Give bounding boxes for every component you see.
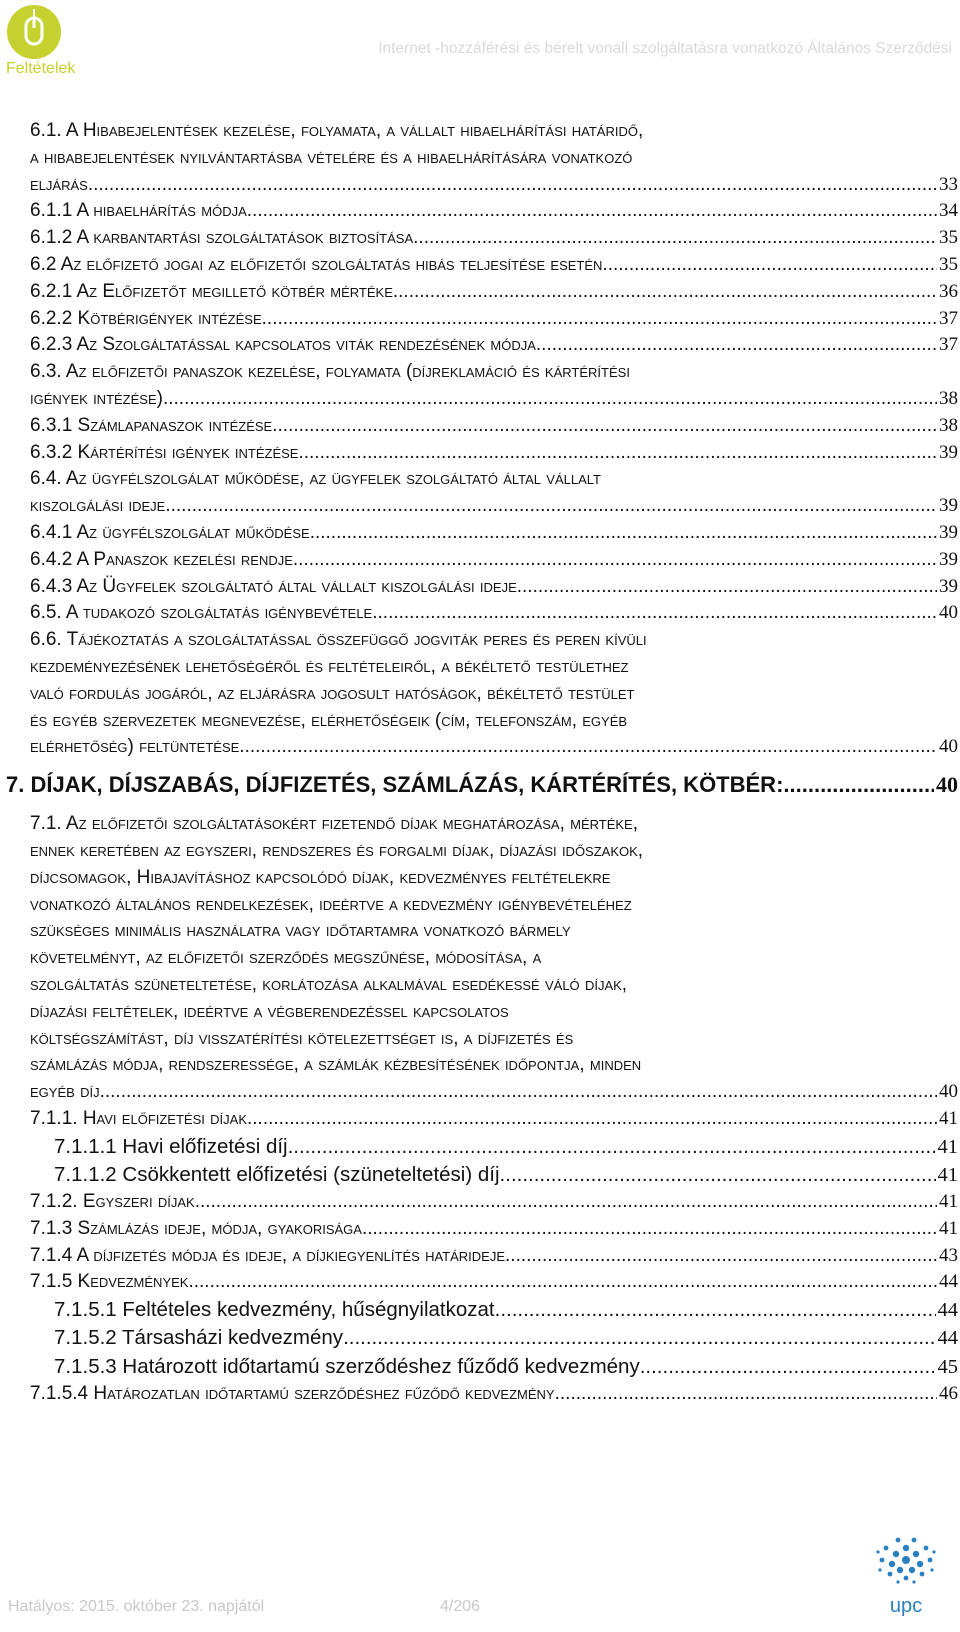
toc-leader-dots xyxy=(310,520,937,547)
toc-entry-title: egyéb díj xyxy=(30,1081,100,1103)
toc-leader-dots xyxy=(88,172,937,199)
toc-entry-line: vonatkozó általános rendelkezések, ideértve a kedvezmény igénybevételéhez xyxy=(30,893,632,915)
toc-entry-title: 7.1.3 Számlázás ideje, módja, gyakorisága xyxy=(30,1217,362,1239)
toc-entry-title: 7. DÍJAK, DÍJSZABÁS, DÍJFIZETÉS, SZÁMLÁZÁS, KÁRTÉRÍTÉS, KÖTBÉR: xyxy=(6,772,784,798)
toc-entry-title: 6.2 Az előfizető jogai az előfizetői szolgáltatás hibás teljesítése esetén xyxy=(30,253,603,275)
toc-entry-title: 6.5. A tudakozó szolgáltatás igénybevétele xyxy=(30,602,373,624)
toc-entry-title: 7.1.1. Havi előfizetési díjak xyxy=(30,1107,247,1129)
toc-entry-title: 6.3.1 Számlapanaszok intézése xyxy=(30,414,273,436)
toc-leader-dots xyxy=(783,771,934,799)
toc-entry-line: 6.6. Tájékoztatás a szolgáltatással összefüggő jogviták peres és peren kívüli xyxy=(30,629,647,651)
toc-page-number: 34 xyxy=(939,200,958,222)
toc-entry[interactable] xyxy=(30,1133,958,1161)
toc-leader-dots xyxy=(536,332,937,359)
effective-date: Hatályos: 2015. október 23. napjától xyxy=(8,1598,265,1615)
upc-brand-text: upc xyxy=(889,1595,923,1617)
toc-leader-dots xyxy=(247,198,937,225)
toc-page-number: 39 xyxy=(939,521,958,543)
toc-entry-title: 6.1.2 A karbantartási szolgáltatások biztosítása xyxy=(30,227,414,249)
toc-page-number: 39 xyxy=(939,548,958,570)
toc-entry-title: igények intézése) xyxy=(30,387,163,409)
toc-entry-line: díjcsomagok, Hibajavításhoz kapcsolódó díjak, kedvezményes feltételekre xyxy=(30,866,611,888)
toc-leader-dots xyxy=(163,386,937,413)
toc-entry[interactable] xyxy=(30,1324,958,1352)
toc-entry-title: 7.1.5.3 Határozott időtartamú szerződéshez fűződő kedvezmény xyxy=(54,1354,640,1378)
toc-entry-title: 7.1.5 Kedvezmények xyxy=(30,1271,189,1293)
toc-entry-title: 6.2.2 Kötbérigények intézése xyxy=(30,307,262,329)
toc-page-number: 39 xyxy=(939,495,958,517)
table-of-contents xyxy=(6,118,958,1408)
toc-page-number: 41 xyxy=(937,1163,958,1186)
toc-page-number: 39 xyxy=(939,575,958,597)
toc-entry-title: kiszolgálási ideje xyxy=(30,495,166,517)
toc-page-number: 36 xyxy=(939,280,958,302)
toc-leader-dots xyxy=(393,279,937,306)
toc-entry[interactable] xyxy=(30,466,958,520)
toc-page-number: 40 xyxy=(939,1081,958,1103)
toc-entry[interactable] xyxy=(30,252,958,279)
toc-page-number: 38 xyxy=(939,414,958,436)
toc-leader-dots xyxy=(293,547,937,574)
toc-entry[interactable] xyxy=(30,1296,958,1324)
toc-leader-dots xyxy=(500,1161,936,1189)
toc-entry-title: 6.2.1 Az Előfizetőt megillető kötbér mértéke xyxy=(30,280,393,302)
toc-entry[interactable] xyxy=(30,627,958,761)
toc-entry[interactable] xyxy=(30,520,958,547)
toc-page-number: 40 xyxy=(939,736,958,758)
toc-leader-dots xyxy=(239,734,937,761)
toc-leader-dots xyxy=(372,600,937,627)
toc-page-number: 44 xyxy=(937,1327,958,1350)
toc-entry[interactable] xyxy=(30,332,958,359)
toc-page-number: 41 xyxy=(937,1135,958,1158)
toc-leader-dots xyxy=(602,252,937,279)
toc-entry-line: szolgáltatás szüneteltetése, korlátozása alkalmával esedékessé váló díjak, xyxy=(30,973,628,995)
toc-entry-line: ennek keretében az egyszeri, rendszeres és forgalmi díjak, díjazási időszakok, xyxy=(30,839,644,861)
toc-page-number: 40 xyxy=(939,602,958,624)
header-title: Internet -hozzáférési és bérelt vonali szolgáltatásra vonatkozó Általános Szerződési xyxy=(378,40,952,57)
toc-entry[interactable] xyxy=(30,1189,958,1216)
toc-entry[interactable] xyxy=(30,547,958,574)
toc-entry-line: költségszámítást, díj visszatérítési kötelezettséget is, a díjfizetés és xyxy=(30,1027,574,1049)
toc-page-number: 41 xyxy=(939,1217,958,1239)
toc-entry[interactable] xyxy=(30,225,958,252)
toc-entry-title: 7.1.5.1 Feltételes kedvezmény, hűségnyilatkozat xyxy=(54,1298,495,1322)
toc-entry[interactable] xyxy=(30,1353,958,1381)
toc-entry[interactable] xyxy=(30,1106,958,1133)
toc-leader-dots xyxy=(298,440,937,467)
toc-page-number: 37 xyxy=(939,307,958,329)
toc-entry[interactable] xyxy=(30,811,958,1106)
toc-leader-dots xyxy=(188,1269,937,1296)
toc-entry-title: 6.1.1 A hibaelhárítás módja xyxy=(30,200,247,222)
toc-entry-line: 6.1. A Hibabejelentések kezelése, folyamata, a vállalt hibaelhárítási határidő, xyxy=(30,120,644,141)
logo-text: Feltételek xyxy=(6,60,76,77)
toc-entry-title: 7.1.5.4 Határozatlan időtartamú szerződéshez fűződő kedvezmény xyxy=(30,1382,555,1404)
toc-leader-dots xyxy=(272,413,937,440)
toc-entry[interactable] xyxy=(30,198,958,225)
toc-entry[interactable] xyxy=(30,1161,958,1189)
toc-page-number: 41 xyxy=(939,1191,958,1213)
toc-leader-dots xyxy=(517,574,937,601)
toc-leader-dots xyxy=(640,1353,936,1381)
toc-page-number: 35 xyxy=(939,227,958,249)
page-number: 4/206 xyxy=(440,1598,481,1615)
toc-entry[interactable] xyxy=(30,1243,958,1270)
toc-page-number: 44 xyxy=(937,1299,958,1322)
toc-entry[interactable] xyxy=(30,306,958,333)
toc-page-number: 33 xyxy=(939,173,958,195)
toc-entry-title: elérhetőség) feltüntetése xyxy=(30,736,240,758)
toc-leader-dots xyxy=(362,1216,937,1243)
toc-entry[interactable] xyxy=(30,1269,958,1296)
toc-entry-line: 6.3. Az előfizetői panaszok kezelése, folyamata (díjreklamáció és kártérítési xyxy=(30,361,630,383)
toc-leader-dots xyxy=(288,1133,936,1161)
toc-page-number: 43 xyxy=(939,1244,958,1266)
toc-entry-title: 6.4.2 A Panaszok kezelési rendje xyxy=(30,548,293,570)
toc-leader-dots xyxy=(165,493,937,520)
toc-entry[interactable] xyxy=(30,279,958,306)
toc-entry-line: kezdeményezésének lehetőségéről és feltételeiről, a békéltető testülethez xyxy=(30,655,629,677)
toc-entry-line: szükséges minimális használatra vagy időtartamra vonatkozó bármely xyxy=(30,920,571,942)
toc-page-number: 40 xyxy=(936,772,958,798)
toc-entry-title: 6.4.3 Az Ügyfelek szolgáltató által vállalt kiszolgálási ideje xyxy=(30,575,517,597)
toc-entry-line: 7.1. Az előfizetői szolgáltatásokért fizetendő díjak meghatározása, mértéke, xyxy=(30,813,639,835)
toc-entry[interactable] xyxy=(6,771,958,799)
toc-entry-title: 7.1.2. Egyszeri díjak xyxy=(30,1191,195,1213)
toc-leader-dots xyxy=(262,306,937,333)
toc-entry-title: 6.4.1 Az ügyfélszolgálat működése xyxy=(30,521,310,543)
toc-entry[interactable] xyxy=(30,1216,958,1243)
toc-entry[interactable] xyxy=(30,118,958,198)
toc-entry[interactable] xyxy=(30,413,958,440)
toc-page-number: 45 xyxy=(937,1355,958,1378)
toc-page-number: 38 xyxy=(939,387,958,409)
toc-leader-dots xyxy=(343,1324,935,1352)
toc-entry-line: követelményt, az előfizetői szerződés megszűnése, módosítása, a xyxy=(30,947,542,969)
toc-leader-dots xyxy=(505,1243,937,1270)
toc-page-number: 35 xyxy=(939,253,958,275)
toc-page-number: 44 xyxy=(939,1271,958,1293)
toc-entry-title: 7.1.4 A díjfizetés módja és ideje, a díjkiegyenlítés határideje xyxy=(30,1244,506,1266)
toc-leader-dots xyxy=(195,1189,937,1216)
mouse-logo-icon xyxy=(6,4,62,60)
toc-entry-line: való fordulás jogáról, az eljárásra jogosult hatóságok, békéltető testület xyxy=(30,682,635,704)
upc-logo-icon xyxy=(870,1530,942,1620)
toc-page-number: 41 xyxy=(939,1107,958,1129)
toc-leader-dots xyxy=(100,1079,937,1106)
toc-leader-dots xyxy=(413,225,937,252)
toc-entry-title: 7.1.1.2 Csökkentett előfizetési (szüneteltetési) díj xyxy=(54,1162,500,1186)
toc-entry-title: 7.1.1.1 Havi előfizetési díj xyxy=(54,1134,288,1158)
toc-entry-line: 6.4. Az ügyfélszolgálat működése, az ügyfelek szolgáltató által vállalt xyxy=(30,468,601,490)
toc-page-number: 46 xyxy=(939,1382,958,1404)
toc-entry[interactable] xyxy=(30,600,958,627)
toc-page-number: 39 xyxy=(939,441,958,463)
toc-entry[interactable] xyxy=(30,574,958,601)
toc-entry[interactable] xyxy=(30,1381,958,1408)
toc-leader-dots xyxy=(247,1106,937,1133)
toc-entry-title: 6.2.3 Az Szolgáltatással kapcsolatos viták rendezésének módja xyxy=(30,334,536,356)
toc-leader-dots xyxy=(555,1381,937,1408)
toc-entry-line: számlázás módja, rendszeressége, a számlák kézbesítésének időpontja, minden xyxy=(30,1054,642,1076)
toc-entry-line: díjazási feltételek, ideértve a végberendezéssel kapcsolatos xyxy=(30,1000,509,1022)
toc-entry-title: eljárás xyxy=(30,173,88,195)
toc-leader-dots xyxy=(495,1296,936,1324)
toc-entry-title: 7.1.5.2 Társasházi kedvezmény xyxy=(54,1326,344,1350)
toc-entry-line: a hibabejelentések nyilvántartásba vételére és a hibaelhárítására vonatkozó xyxy=(30,146,633,168)
toc-entry-title: 6.3.2 Kártérítési igények intézése xyxy=(30,441,299,463)
toc-entry-line: és egyéb szervezetek megnevezése, elérhetőségeik (cím, telefonszám, egyéb xyxy=(30,709,628,731)
toc-entry[interactable] xyxy=(30,359,958,413)
toc-page-number: 37 xyxy=(939,334,958,356)
toc-entry[interactable] xyxy=(30,440,958,467)
